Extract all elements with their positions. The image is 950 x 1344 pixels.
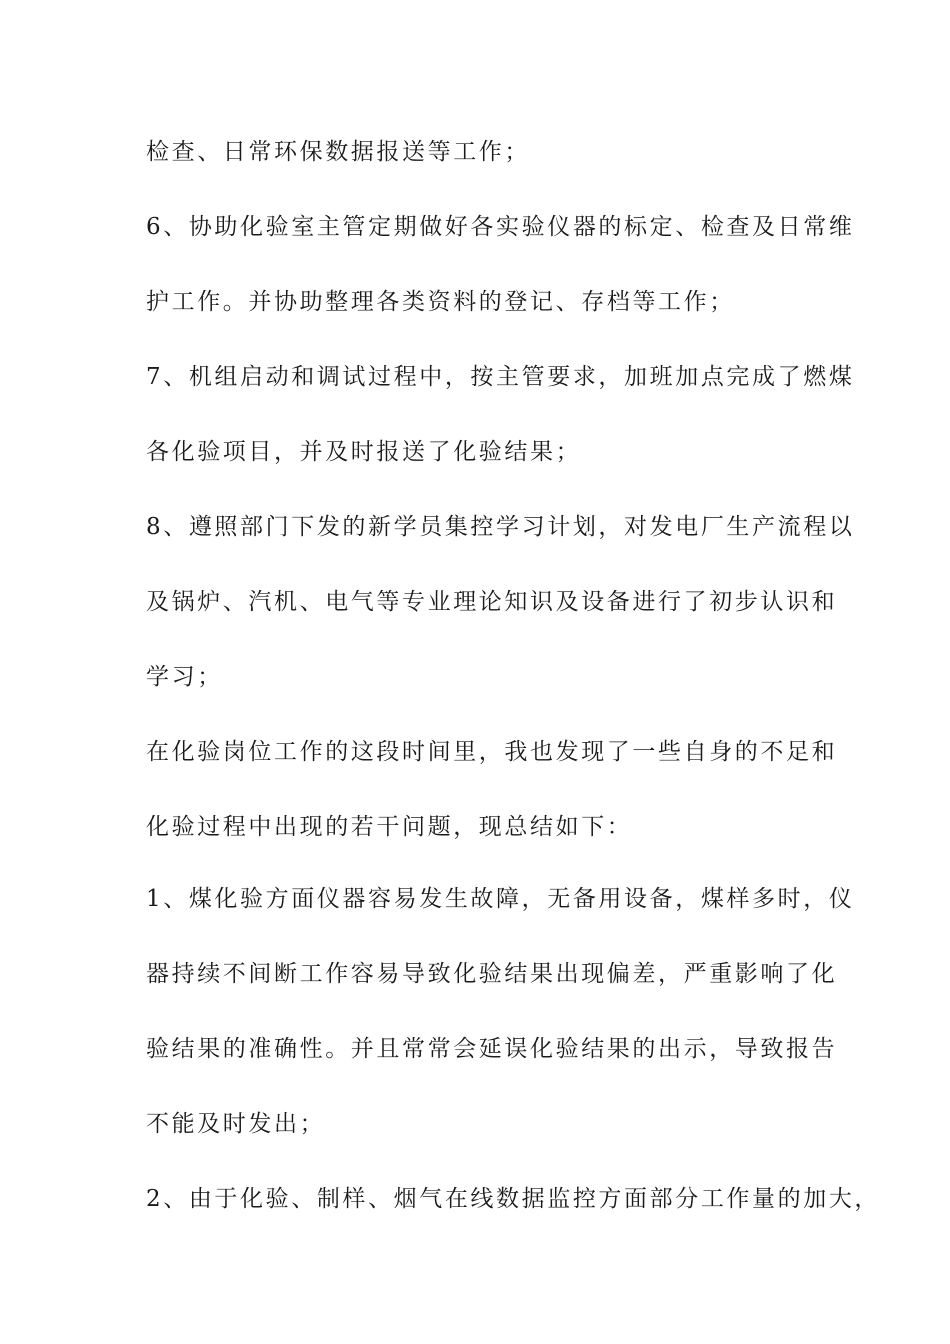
text-line: 化验过程中出现的若干问题，现总结如下：	[146, 814, 633, 840]
text-line: 1、煤化验方面仪器容易发生故障，无备用设备，煤样多时，仪	[146, 886, 855, 912]
text-line: 不能及时发出；	[146, 1111, 326, 1137]
text-line: 2、由于化验、制样、烟气在线数据监控方面部分工作量的加大，	[146, 1186, 881, 1212]
text-line: 7、机组启动和调试过程中，按主管要求，加班加点完成了燃煤	[146, 364, 855, 390]
text-line: 验结果的准确性。并且常常会延误化验结果的出示，导致报告	[146, 1036, 838, 1062]
text-line: 器持续不间断工作容易导致化验结果出现偏差，严重影响了化	[146, 961, 838, 987]
text-line: 护工作。并协助整理各类资料的登记、存档等工作；	[146, 289, 735, 315]
text-line: 学习；	[146, 664, 223, 690]
text-line: 及锅炉、汽机、电气等专业理论知识及设备进行了初步认识和	[146, 589, 838, 615]
text-line: 6、协助化验室主管定期做好各实验仪器的标定、检查及日常维	[146, 214, 855, 240]
text-line: 各化验项目，并及时报送了化验结果；	[146, 439, 582, 465]
text-line: 检查、日常环保数据报送等工作；	[146, 139, 530, 165]
text-line: 8、遵照部门下发的新学员集控学习计划，对发电厂生产流程以	[146, 514, 855, 540]
text-line: 在化验岗位工作的这段时间里，我也发现了一些自身的不足和	[146, 739, 838, 765]
